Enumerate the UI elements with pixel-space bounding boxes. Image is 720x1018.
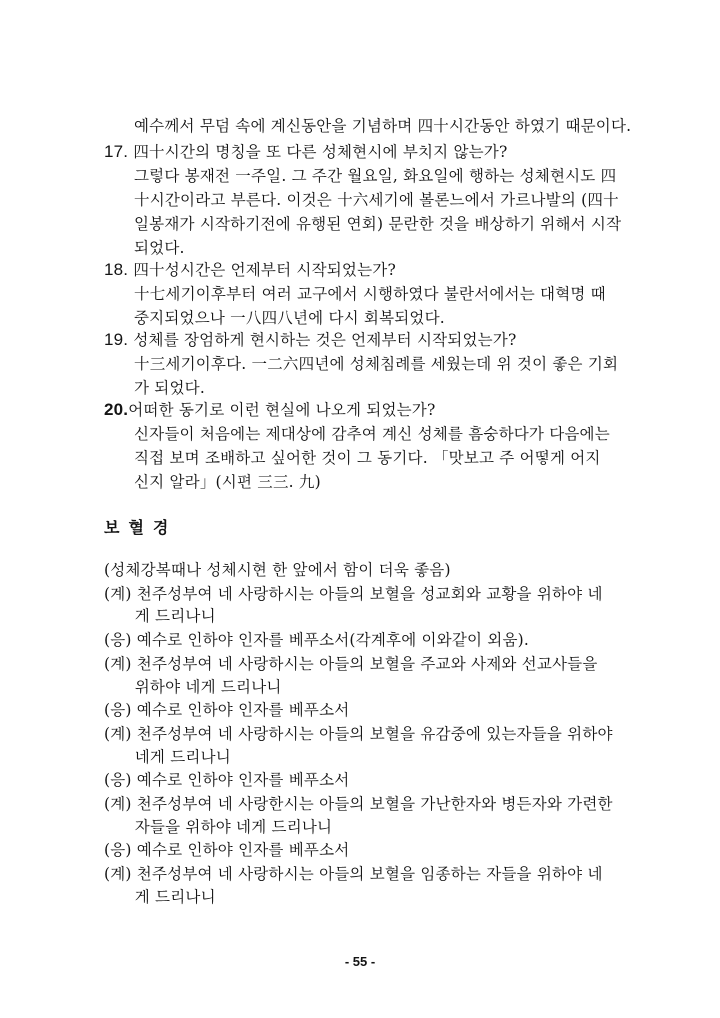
litany-line: 위하야 네게 드리나니: [104, 678, 282, 696]
answer-19-line-2: 가 되었다.: [134, 379, 205, 397]
answer-17-line-3: 일봉재가 시작하기전에 유행된 연회) 문란한 것을 배상하기 위해서 시작: [134, 215, 622, 233]
answer-18-line-2: 중지되었으나 一八四八년에 다시 회복되었다.: [134, 309, 445, 327]
question-18: [104, 260, 396, 280]
litany-line: (계) 천주성부여 네 사랑하시는 아들의 보혈을 임종하는 자들을 위하야 네: [104, 865, 603, 883]
answer-17-line-1: 그렇다 봉재전 一주일. 그 주간 월요일, 화요일에 행하는 성체현시도 四: [134, 167, 617, 185]
litany-line: 게 드리나니: [104, 607, 216, 625]
litany-line: (응) 예수로 인하야 인자를 베푸소서: [104, 701, 350, 719]
answer-20-line-2: 직접 보며 조배하고 싶어한 것이 그 동기다. 「맛보고 주 어떻게 어지: [134, 449, 601, 467]
question-text: 성체를 장엄하게 현시하는 것은 언제부터 시작되었는가?: [128, 331, 517, 349]
answer-19-line-1: 十三세기이후다. 一二六四년에 성체침례를 세웠는데 위 것이 좋은 기회: [134, 355, 619, 373]
answer-20-line-3: 신지 알라」(시편 三三. 九): [134, 473, 321, 491]
litany-line: (계) 천주성부여 네 사랑한시는 아들의 보혈을 가난한자와 병든자와 가련한: [104, 795, 613, 813]
question-17: [104, 142, 508, 162]
question-19: [104, 330, 517, 350]
answer-20-line-1: 신자들이 처음에는 제대상에 감추여 계신 성체를 흠숭하다가 다음에는: [134, 425, 610, 443]
question-text: 어떠한 동기로 이런 현실에 나오게 되었는가?: [128, 401, 436, 419]
question-text: 四十성시간은 언제부터 시작되었는가?: [128, 261, 396, 279]
question-20: [104, 400, 436, 420]
litany-line: (응) 예수로 인하야 인자를 베푸소서: [104, 841, 350, 859]
answer-17-line-4: 되었다.: [134, 239, 185, 257]
intro-line: 예수께서 무덤 속에 계신동안을 기념하며 四十시간동안 하였기 때문이다.: [134, 117, 632, 135]
litany-line: (응) 예수로 인하야 인자를 베푸소서(각계후에 이와같이 외움).: [104, 631, 530, 649]
litany-line: 자들을 위하야 네게 드리나니: [104, 818, 333, 836]
question-text: 四十시간의 명칭을 또 다른 성체현시에 부치지 않는가?: [128, 143, 508, 161]
section-title: 보혈경: [104, 518, 178, 537]
litany-line: (계) 천주성부여 네 사랑하시는 아들의 보혈을 유감중에 있는자들을 위하야: [104, 725, 613, 743]
page-number: - 55 -: [344, 954, 376, 969]
litany-intro: (성체강복때나 성체시현 한 앞에서 함이 더욱 좋음): [104, 561, 451, 579]
litany-line: 네게 드리나니: [104, 748, 231, 766]
question-number: 20.: [104, 400, 129, 419]
question-number: 18.: [104, 260, 129, 279]
question-number: 19.: [104, 330, 129, 349]
litany-line: 게 드리나니: [104, 888, 216, 906]
litany-line: (계) 천주성부여 네 사랑하시는 아들의 보혈을 주교와 사제와 선교사들을: [104, 655, 598, 673]
litany-line: (응) 예수로 인하야 인자를 베푸소서: [104, 771, 350, 789]
question-number: 17.: [104, 142, 129, 161]
litany-line: (계) 천주성부여 네 사랑하시는 아들의 보혈을 성교회와 교황을 위하야 네: [104, 585, 603, 603]
answer-18-line-1: 十七세기이후부터 여러 교구에서 시행하였다 불란서에서는 대혁명 때: [134, 285, 606, 303]
answer-17-line-2: 十시간이라고 부른다. 이것은 十六세기에 볼론느에서 가르나발의 (四十: [134, 191, 619, 209]
